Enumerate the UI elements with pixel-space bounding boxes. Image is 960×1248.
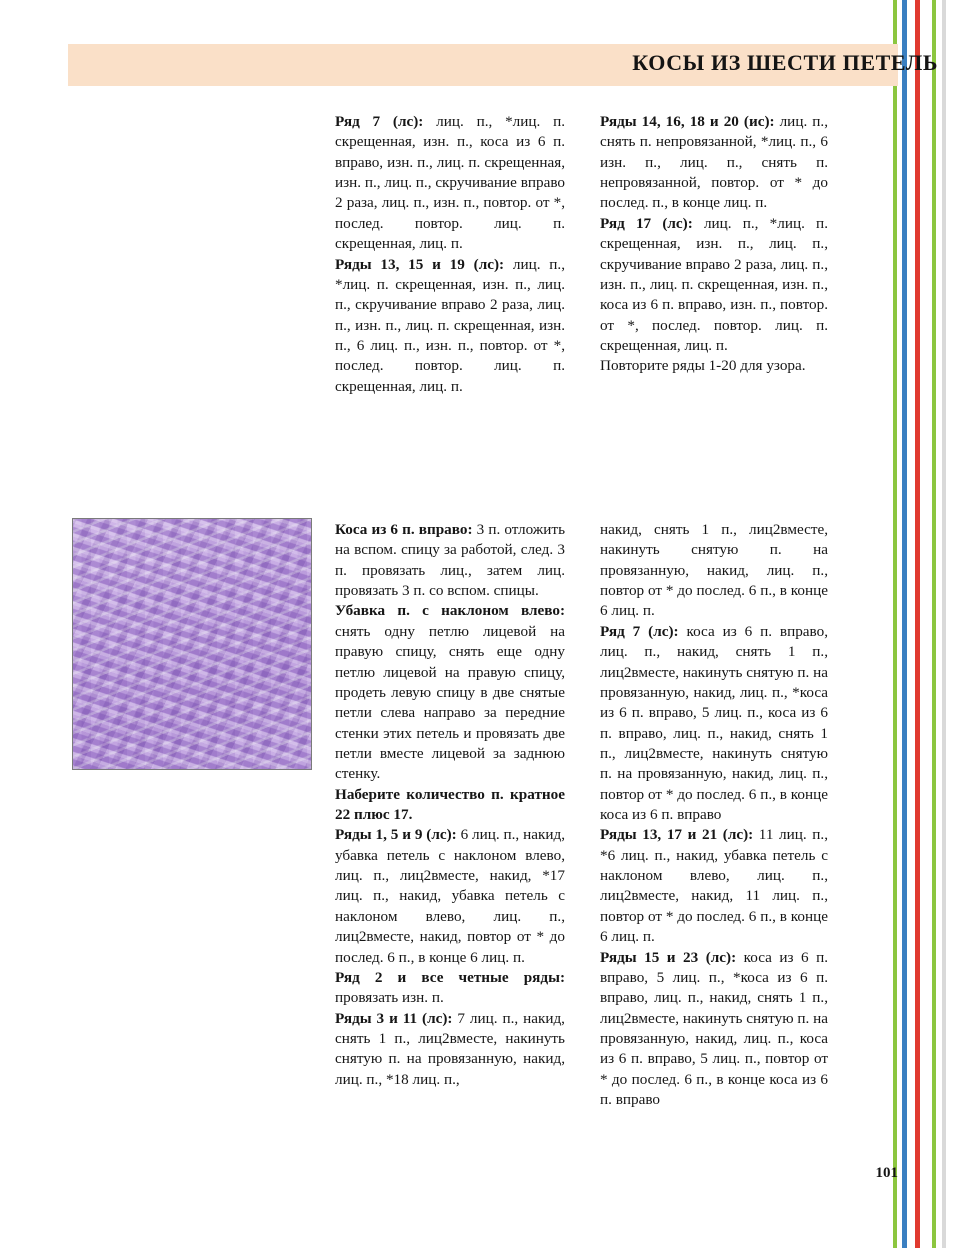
paragraph — [600, 948, 828, 1111]
paragraph-text: лиц. п., *лиц. п. скрещенная, изн. п., коса из 6 п. вправо, изн. п., лиц. п. скрещенная, изн. п., лиц. п., скручивание вправо 2 раза, лиц. п., изн. п., повтор. от *, послед. повтор. лиц. п. скрещенная, лиц. п. — [335, 113, 565, 253]
paragraph-text: лиц. п., *лиц. п. скрещенная, изн. п., лиц. п., скручивание вправо 2 раза, лиц. п., изн. п., лиц. п. скрещенная, изн. п., 6 лиц. п., изн. п., повтор. от *, послед. повтор. лиц. п. скрещенная, лиц. п. — [335, 255, 566, 395]
paragraph-lead: Ряд 7 (лс): — [335, 113, 424, 130]
paragraph-lead: Ряды 13, 15 и 19 (лс): — [335, 255, 505, 273]
paragraph-lead: Ряд 17 (лс): — [600, 214, 693, 232]
section2-column-1 — [335, 520, 565, 1090]
ribbon-gray — [942, 0, 946, 1248]
paragraph-text: 11 лиц. п., *6 лиц. п., накид, убавка петель с наклоном влево, лиц. п., лиц2вместе, накид, 11 лиц. п., повтор от * до послед. 6 п., в конце 6 лиц. п. — [600, 826, 828, 946]
paragraph-lead: Ряды 13, 17 и 21 (лс): — [600, 826, 754, 844]
paragraph — [600, 520, 828, 622]
ribbon-green-2 — [932, 0, 936, 1248]
ribbon-green — [893, 0, 897, 1248]
page-title: КОСЫ ИЗ ШЕСТИ ПЕТЕЛЬ — [632, 50, 938, 75]
paragraph-lead: Ряды 15 и 23 (лс): — [600, 948, 737, 966]
paragraph-text: коса из 6 п. вправо, 5 лиц. п., *коса из 6 п. вправо, лиц. п., накид, снять 1 п., лиц2вместе, накинуть снятую п. на провязанную, накид, лиц. п., коса из 6 п. вправо, 5 лиц. п., повтор от * до послед. 6 п., в конце коса из 6 п. вправо — [600, 948, 828, 1109]
paragraph — [335, 112, 565, 255]
paragraph — [335, 968, 565, 1009]
paragraph-text: 6 лиц. п., накид, убавка петель с наклоном влево, лиц. п., лиц2вместе, накид, *17 лиц. п., накид, убавка петель с наклоном влево, лиц. п., лиц2вместе, накид, повтор от * до послед. 6 п., в конце 6 лиц. п. — [335, 826, 565, 966]
paragraph — [335, 1009, 565, 1090]
paragraph-lead: Ряд 7 (лс): — [600, 622, 679, 640]
ribbon-red — [915, 0, 920, 1248]
section1-column-1 — [335, 112, 565, 397]
swatch-texture — [73, 519, 311, 769]
paragraph — [335, 601, 565, 784]
paragraph — [600, 825, 828, 947]
paragraph — [600, 356, 828, 376]
paragraph-lead: Убавка п. с наклоном влево: — [335, 602, 565, 620]
paragraph-text: лиц. п., *лиц. п. скрещенная, изн. п., лиц. п., скручивание вправо 2 раза, лиц. п., изн. п., лиц. п. скрещенная, изн. п., коса из 6 п. вправо, изн. п., повтор. от *, послед. повтор. лиц. п. скрещенная, лиц. п. — [600, 214, 828, 354]
paragraph — [335, 785, 565, 826]
paragraph-text: снять одну петлю лицевой на правую спицу, снять еще одну петлю лицевой на правую спицу, продеть левую спицу в две снятые петли слева направо за передние стенки этих петель и провязать две петли вместе лицевой за заднюю стенку. — [335, 622, 565, 783]
section1-column-2 — [600, 112, 828, 377]
paragraph-text: лиц. п., снять п. непровязанной, *лиц. п., 6 изн. п., лиц. п., снять п. непровязанной, повтор. от * до послед. п., в конце лиц. п. — [600, 113, 828, 212]
knitted-cable-swatch — [72, 518, 312, 770]
paragraph — [600, 112, 828, 214]
paragraph-text: накид, снять 1 п., лиц2вместе, накинуть снятую п. на провязанную, накид, лиц. п., повтор от * до послед. 6 п., в конце 6 лиц. п. — [600, 521, 828, 620]
paragraph-lead: Наберите количество п. кратное 22 плюс 17. — [335, 785, 565, 824]
paragraph-text: коса из 6 п. вправо, лиц. п., накид, снять 1 п., лиц2вместе, накинуть снятую п. на провязанную, накид, лиц. п., *коса из 6 п. вправо, 5 лиц. п., коса из 6 п. вправо, лиц. п., накид, снять 1 п., лиц2вместе, накинуть снятую п. на провязанную, накид, лиц. п., повтор от * до послед. 6 п., в конце коса из 6 п. вправо — [600, 622, 829, 824]
paragraph-lead: Ряд 2 и все четные ряды: — [335, 968, 565, 986]
paragraph-lead: Ряды 3 и 11 (лс): — [335, 1009, 453, 1027]
paragraph-text: провязать изн. п. — [335, 989, 444, 1007]
section2-column-2 — [600, 520, 828, 1110]
paragraph-text: Повторите ряды 1-20 для узора. — [600, 357, 806, 375]
paragraph-text: 7 лиц. п., накид, снять 1 п., лиц2вместе, накинуть снятую п. на провязанную, накид, лиц. п., *18 лиц. п., — [335, 1009, 565, 1088]
paragraph — [335, 520, 565, 601]
page-number: 101 — [875, 1165, 898, 1181]
paragraph — [335, 255, 565, 398]
paragraph — [600, 622, 828, 826]
paragraph-lead: Коса из 6 п. вправо: — [335, 521, 473, 538]
paragraph-text: 3 п. отложить на вспом. спицу за работой, след. 3 п. провязать лиц., затем лиц. провязать 3 п. со вспом. спицы. — [335, 521, 565, 600]
ribbon-blue — [902, 0, 907, 1248]
paragraph-lead: Ряды 14, 16, 18 и 20 (ис): — [600, 113, 775, 130]
decorative-edge-ribbons — [880, 0, 960, 1248]
paragraph — [600, 214, 828, 357]
paragraph — [335, 825, 565, 968]
paragraph-lead: Ряды 1, 5 и 9 (лс): — [335, 826, 457, 844]
